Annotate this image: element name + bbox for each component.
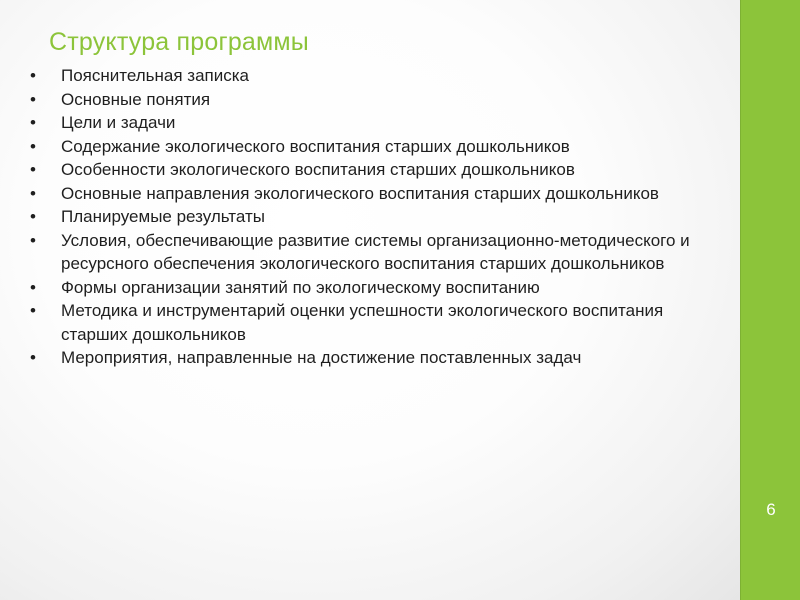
list-item bbox=[30, 135, 720, 159]
list-item bbox=[30, 88, 720, 112]
list-item bbox=[30, 229, 720, 276]
list-item-text: Формы организации занятий по экологическому воспитанию bbox=[61, 277, 540, 297]
slide-title: Структура программы bbox=[49, 28, 309, 56]
list-item bbox=[30, 111, 720, 135]
bullet-icon: • bbox=[30, 183, 36, 203]
accent-side-bar bbox=[740, 0, 800, 600]
list-item-text: Основные понятия bbox=[61, 89, 211, 109]
list-item-text: Содержание экологического воспитания старших дошкольников bbox=[61, 136, 570, 156]
list-item bbox=[30, 64, 720, 88]
bullet-icon: • bbox=[30, 207, 36, 226]
bullet-icon: • bbox=[30, 160, 36, 179]
list-item bbox=[30, 205, 720, 229]
slide-number: 6 bbox=[766, 500, 776, 519]
list-item-text: Особенности экологического воспитания старших дошкольников bbox=[61, 160, 575, 179]
bullet-icon: • bbox=[30, 89, 36, 109]
bullet-icon: • bbox=[30, 66, 36, 85]
bullet-icon: • bbox=[30, 136, 36, 156]
program-structure-list bbox=[30, 64, 720, 370]
list-item-text: Цели и задачи bbox=[61, 113, 176, 132]
bullet-icon: • bbox=[30, 230, 36, 250]
list-item-text: Мероприятия, направленные на достижение поставленных задач bbox=[61, 348, 582, 367]
list-item bbox=[30, 346, 720, 370]
list-item bbox=[30, 276, 720, 300]
list-item-text: Пояснительная записка bbox=[61, 66, 250, 85]
list-item-text: Планируемые результаты bbox=[61, 207, 265, 226]
list-item bbox=[30, 182, 720, 206]
bullet-icon: • bbox=[30, 277, 36, 297]
bullet-icon: • bbox=[30, 113, 36, 132]
list-item bbox=[30, 158, 720, 182]
list-item-text: Основные направления экологического воспитания старших дошкольников bbox=[61, 183, 659, 203]
list-item-text: Методика и инструментарий оценки успешности экологического воспитания старших дошкольников bbox=[61, 301, 664, 344]
bullet-icon: • bbox=[30, 301, 36, 320]
list-item-text: Условия, обеспечивающие развитие системы организационно-методического и ресурсного обеспечения экологического воспитания старших дошкольников bbox=[61, 230, 690, 273]
list-item bbox=[30, 299, 720, 346]
bullet-icon: • bbox=[30, 348, 36, 367]
